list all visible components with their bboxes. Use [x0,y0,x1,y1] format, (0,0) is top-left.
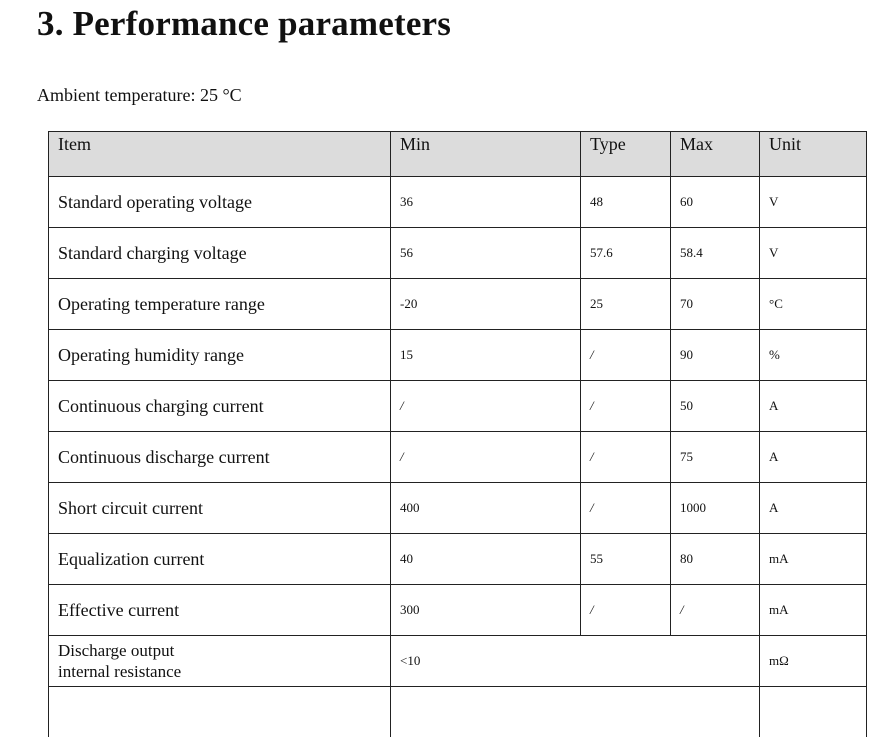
cell-min: 400 [391,483,581,534]
cell-unit: mA [760,534,867,585]
cell-min: 36 [391,177,581,228]
cell-empty [391,687,760,737]
table-row [49,534,867,585]
table-header-row [49,132,867,177]
header-max: Max [671,132,760,177]
cell-empty [760,687,867,737]
cell-max: 58.4 [671,228,760,279]
table-row [49,636,867,687]
cell-unit: % [760,330,867,381]
cell-type: 57.6 [581,228,671,279]
ambient-temperature-note: Ambient temperature: 25 °C [37,85,242,106]
header-item: Item [49,132,391,177]
cell-item: Equalization current [49,534,391,585]
cell-max: / [671,585,760,636]
table-row-cutoff [49,687,867,737]
cell-min: 56 [391,228,581,279]
cell-max: 50 [671,381,760,432]
cell-item: Operating temperature range [49,279,391,330]
table-row [49,483,867,534]
cell-unit: A [760,381,867,432]
table-row [49,279,867,330]
header-min: Min [391,132,581,177]
page-title: 3. Performance parameters [37,4,451,44]
cell-type: / [581,483,671,534]
cell-max: 70 [671,279,760,330]
cell-item-line2: internal resistance [58,662,181,681]
cell-item: Short circuit current [49,483,391,534]
performance-parameters-table [48,131,867,737]
table-row [49,177,867,228]
cell-min: / [391,381,581,432]
table-row [49,330,867,381]
cell-min: -20 [391,279,581,330]
cell-min: / [391,432,581,483]
cell-item: Operating humidity range [49,330,391,381]
cell-unit: A [760,432,867,483]
table-row [49,432,867,483]
cell-empty [49,687,391,737]
cell-unit: V [760,228,867,279]
cell-item: Standard operating voltage [49,177,391,228]
table-row [49,381,867,432]
table-row [49,228,867,279]
cell-max: 60 [671,177,760,228]
cell-type: 48 [581,177,671,228]
table-row [49,585,867,636]
cell-min: 40 [391,534,581,585]
cell-min: 15 [391,330,581,381]
cell-min: 300 [391,585,581,636]
cell-type: / [581,330,671,381]
cell-type: 25 [581,279,671,330]
cell-item: Standard charging voltage [49,228,391,279]
header-unit: Unit [760,132,867,177]
cell-item: Effective current [49,585,391,636]
cell-max: 90 [671,330,760,381]
cell-type: 55 [581,534,671,585]
cell-unit: V [760,177,867,228]
cell-type: / [581,381,671,432]
cell-type: / [581,585,671,636]
cell-unit: mA [760,585,867,636]
cell-item [49,636,391,687]
header-type: Type [581,132,671,177]
cell-item: Continuous discharge current [49,432,391,483]
cell-unit: mΩ [760,636,867,687]
cell-item-line1: Discharge output [58,641,174,660]
cell-max: 80 [671,534,760,585]
cell-merged-value: <10 [391,636,760,687]
cell-max: 1000 [671,483,760,534]
cell-unit: °C [760,279,867,330]
cell-item: Continuous charging current [49,381,391,432]
cell-unit: A [760,483,867,534]
cell-type: / [581,432,671,483]
cell-max: 75 [671,432,760,483]
